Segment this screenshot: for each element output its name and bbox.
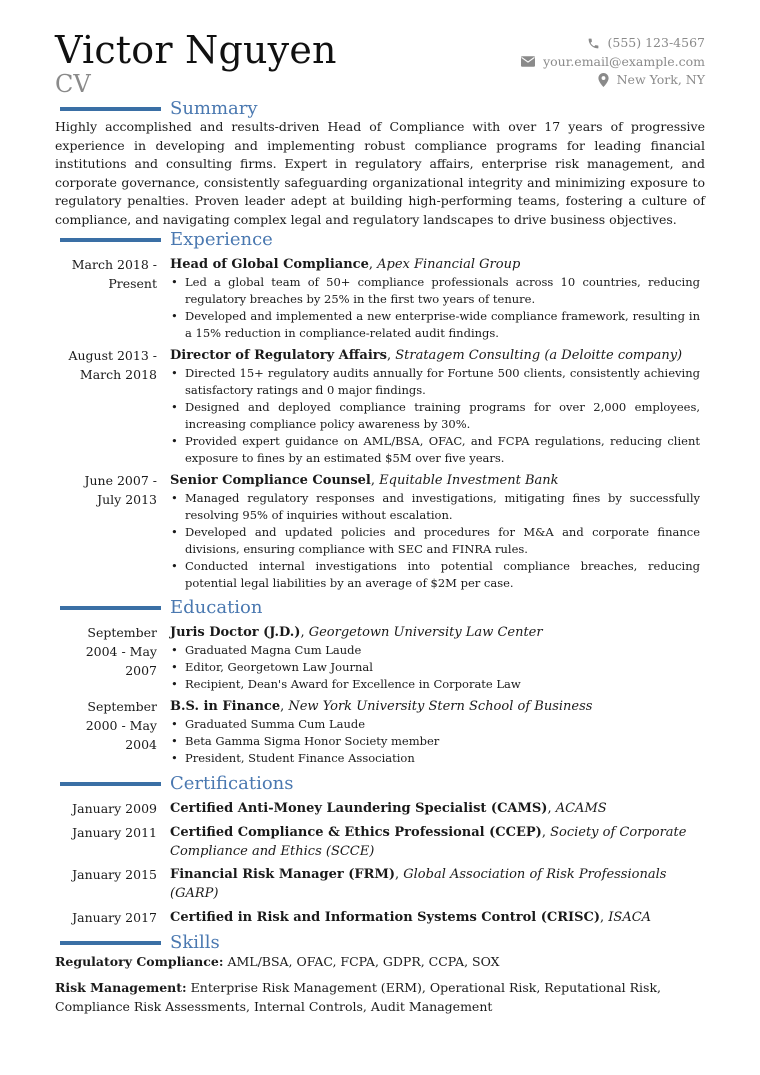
entry-bullets	[170, 274, 700, 342]
entry-heading: Senior Compliance Counsel, Equitable Investment Bank	[170, 473, 559, 488]
certification-issuer: Society of Corporate Compliance and Ethics (SCCE)	[170, 825, 687, 859]
list-item: • President, Student Finance Association	[170, 750, 700, 767]
entry-content	[170, 623, 700, 693]
entry-date	[55, 346, 157, 384]
employer: Equitable Investment Bank	[379, 473, 559, 488]
contact-phone[interactable]	[521, 34, 705, 53]
job-title: Head of Global Compliance	[170, 257, 369, 272]
date-line: March 2018 -	[71, 257, 157, 272]
skill-value: AML/BSA, OFAC, FCPA, GDPR, CCPA, SOX	[227, 954, 500, 969]
entry-content	[170, 697, 700, 767]
certification-name: Certified in Risk and Information Systems Control (CRISC)	[170, 910, 601, 925]
certification-name: Certified Compliance & Ethics Professional (CCEP)	[170, 825, 542, 840]
entry-heading: Juris Doctor (J.D.), Georgetown University Law Center	[170, 625, 543, 640]
contact-block	[521, 34, 705, 90]
candidate-name: Victor Nguyen	[55, 28, 337, 72]
date-line: 2007	[125, 663, 157, 678]
contact-location	[521, 71, 705, 90]
entry-bullets	[170, 490, 700, 591]
degree: B.S. in Finance	[170, 699, 281, 714]
entry-date: January 2009	[72, 801, 157, 816]
skill-value: Enterprise Risk Management (ERM), Operational Risk, Reputational Risk, Compliance Risk Assessments, Internal Controls, Audit Management	[55, 980, 662, 1014]
entry-date: January 2015	[72, 867, 157, 882]
entry-heading: Certified Compliance & Ethics Professional (CCEP), Society of Corporate Compliance and Ethics (SCCE)	[170, 825, 687, 859]
list-item: • Developed and updated policies and procedures for M&A and corporate finance divisions, ensuring compliance with SEC and FINRA rules.	[170, 524, 700, 558]
employer: Stratagem Consulting (a Deloitte company)	[395, 348, 683, 363]
entry-bullets	[170, 365, 700, 466]
entry-heading: Financial Risk Manager (FRM), Global Association of Risk Professionals (GARP)	[170, 867, 667, 901]
experience-section-heading	[0, 229, 760, 251]
section-rule	[60, 107, 161, 111]
entry-date	[55, 697, 157, 754]
certification-name: Financial Risk Manager (FRM)	[170, 867, 395, 882]
section-rule	[60, 606, 161, 610]
location-pin-icon	[598, 73, 609, 87]
section-title: Skills	[170, 932, 220, 953]
section-rule	[60, 941, 161, 945]
school: New York University Stern School of Business	[288, 699, 593, 714]
email-text: your.email@example.com	[543, 53, 705, 69]
section-title: Experience	[170, 229, 273, 250]
certification-issuer: ISACA	[608, 910, 652, 925]
date-line: 2004 - May	[85, 644, 157, 659]
education-section-heading	[0, 597, 760, 619]
entry-content	[170, 346, 700, 466]
date-line: 2004	[125, 737, 157, 752]
entry-bullets	[170, 716, 700, 767]
summary-section-heading	[0, 98, 760, 120]
skill-line	[55, 978, 705, 1016]
list-item: • Recipient, Dean's Award for Excellence in Corporate Law	[170, 676, 700, 693]
section-rule	[60, 238, 161, 242]
entry-date: January 2017	[72, 910, 157, 925]
date-line: June 2007 -	[84, 473, 157, 488]
date-line: Present	[108, 276, 157, 291]
entry-date: January 2011	[72, 825, 157, 840]
certification-issuer: ACAMS	[555, 801, 607, 816]
date-line: August 2013 -	[68, 348, 157, 363]
date-line: September	[87, 625, 157, 640]
section-title: Education	[170, 597, 263, 618]
job-title: Senior Compliance Counsel	[170, 473, 371, 488]
list-item: • Editor, Georgetown Law Journal	[170, 659, 700, 676]
entry-date	[55, 255, 157, 293]
contact-email[interactable]	[521, 53, 705, 72]
skill-label: Regulatory Compliance:	[55, 954, 224, 969]
section-rule	[60, 782, 161, 786]
skills-section-heading	[0, 932, 760, 954]
list-item: • Developed and implemented a new enterprise-wide compliance framework, resulting in a 15% reduction in compliance-related audit findings.	[170, 308, 700, 342]
section-title: Summary	[170, 98, 258, 119]
location-text: New York, NY	[616, 72, 705, 87]
school: Georgetown University Law Center	[308, 625, 543, 640]
list-item: • Conducted internal investigations into potential compliance breaches, reducing potential legal liabilities by an average of $2M per case.	[170, 558, 700, 592]
job-title: Director of Regulatory Affairs	[170, 348, 387, 363]
certifications-section-heading	[0, 773, 760, 795]
entry-heading: Certified in Risk and Information Systems Control (CRISC), ISACA	[170, 910, 652, 925]
entry-date	[55, 471, 157, 509]
list-item: • Directed 15+ regulatory audits annually for Fortune 500 clients, consistently achieving satisfactory ratings and 0 major findings.	[170, 365, 700, 399]
date-line: July 2013	[97, 492, 157, 507]
entry-heading: Certified Anti-Money Laundering Specialist (CAMS), ACAMS	[170, 801, 607, 816]
date-line: 2000 - May	[85, 718, 157, 733]
skill-label: Risk Management:	[55, 980, 187, 995]
entry-bullets	[170, 642, 700, 693]
list-item: • Managed regulatory responses and investigations, mitigating fines by successfully resolving 95% of inquiries without escalation.	[170, 490, 700, 524]
entry-content	[170, 471, 700, 591]
entry-date	[55, 623, 157, 680]
document-subtitle: CV	[55, 70, 91, 98]
list-item: • Designed and deployed compliance training programs for over 2,000 employees, increasing compliance policy awareness by 30%.	[170, 399, 700, 433]
list-item: • Graduated Magna Cum Laude	[170, 642, 700, 659]
list-item: • Beta Gamma Sigma Honor Society member	[170, 733, 700, 750]
list-item: • Led a global team of 50+ compliance professionals across 10 countries, reducing regulatory breaches by 25% in the first two years of tenure.	[170, 274, 700, 308]
date-line: September	[87, 699, 157, 714]
entry-heading: B.S. in Finance, New York University Stern School of Business	[170, 699, 593, 714]
employer: Apex Financial Group	[377, 257, 521, 272]
list-item: • Graduated Summa Cum Laude	[170, 716, 700, 733]
certification-name: Certified Anti-Money Laundering Specialist (CAMS)	[170, 801, 548, 816]
phone-text: (555) 123-4567	[607, 35, 705, 50]
entry-heading: Director of Regulatory Affairs, Stratagem Consulting (a Deloitte company)	[170, 348, 683, 363]
list-item: • Provided expert guidance on AML/BSA, OFAC, and FCPA regulations, reducing client exposure to fines by an estimated $5M over five years.	[170, 433, 700, 467]
envelope-icon	[521, 56, 535, 67]
summary-text: Highly accomplished and results-driven Head of Compliance with over 17 years of progressive experience in developing and implementing robust compliance programs for leading financial institutions and consulting firms. Expert in regulatory affairs, enterprise risk management, and corporate governance, consistently safeguarding organizational integrity and minimizing exposure to regulatory penalties. Proven leader adept at building high-performing teams, fostering a culture of compliance, and navigating complex legal and regulatory landscapes to drive business objectives.	[55, 119, 705, 227]
date-line: March 2018	[79, 367, 157, 382]
entry-content	[170, 255, 700, 342]
certification-issuer: Global Association of Risk Professionals (GARP)	[170, 867, 667, 901]
phone-icon	[587, 37, 600, 50]
degree: Juris Doctor (J.D.)	[170, 625, 301, 640]
entry-heading: Head of Global Compliance, Apex Financial Group	[170, 257, 521, 272]
skill-line	[55, 952, 705, 971]
section-title: Certifications	[170, 773, 294, 794]
